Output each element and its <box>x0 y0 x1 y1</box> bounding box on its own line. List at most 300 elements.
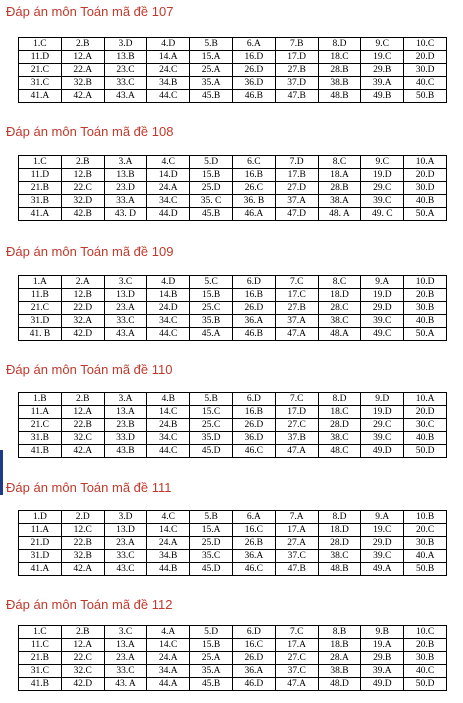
answer-row <box>19 169 447 182</box>
answer-cell: 18.A <box>318 169 361 182</box>
answer-cell: 28.A <box>318 652 361 665</box>
answer-cell: 35. C <box>190 195 233 208</box>
answer-cell: 13.B <box>104 51 147 64</box>
answer-cell: 37.C <box>275 665 318 678</box>
answer-row <box>19 652 447 665</box>
answer-cell: 50.D <box>404 445 447 458</box>
answer-cell: 19.C <box>361 524 404 537</box>
answer-cell: 17.B <box>275 169 318 182</box>
answer-cell: 18.D <box>318 289 361 302</box>
answer-cell: 1.B <box>19 393 62 406</box>
answer-cell: 6.A <box>232 511 275 524</box>
answer-cell: 34.C <box>147 195 190 208</box>
answer-cell: 41.A <box>19 208 62 221</box>
answer-cell: 43.A <box>104 328 147 341</box>
answer-cell: 40.B <box>404 432 447 445</box>
answer-cell: 3.C <box>104 276 147 289</box>
answer-cell: 16.B <box>232 406 275 419</box>
answer-cell: 16.B <box>232 289 275 302</box>
answer-row <box>19 537 447 550</box>
answer-cell: 39.A <box>361 665 404 678</box>
answer-cell: 10.C <box>404 626 447 639</box>
answer-cell: 8.C <box>318 276 361 289</box>
answer-row <box>19 511 447 524</box>
answer-cell: 34.C <box>147 432 190 445</box>
answer-cell: 27.C <box>275 419 318 432</box>
answer-cell: 32.D <box>61 195 104 208</box>
answer-cell: 32.C <box>61 432 104 445</box>
answer-cell: 48.C <box>318 445 361 458</box>
answer-cell: 20.D <box>404 169 447 182</box>
answer-cell: 39.C <box>361 432 404 445</box>
answer-cell: 1.D <box>19 511 62 524</box>
answer-cell: 20.C <box>404 524 447 537</box>
answer-cell: 1.A <box>19 276 62 289</box>
answer-cell: 36.D <box>232 432 275 445</box>
answer-cell: 47.A <box>275 678 318 691</box>
answer-cell: 3.D <box>104 38 147 51</box>
answer-cell: 31.C <box>19 665 62 678</box>
answer-cell: 25.C <box>190 302 233 315</box>
answer-cell: 37.A <box>275 315 318 328</box>
answer-cell: 37.C <box>275 550 318 563</box>
answer-cell: 28.B <box>318 182 361 195</box>
answer-cell: 41.A <box>19 90 62 103</box>
answer-cell: 17.A <box>275 639 318 652</box>
answer-cell: 14.B <box>147 289 190 302</box>
answer-cell: 19.D <box>361 169 404 182</box>
answer-cell: 22.B <box>61 537 104 550</box>
answer-cell: 3.A <box>104 156 147 169</box>
answer-cell: 16.D <box>232 51 275 64</box>
answer-cell: 46.C <box>232 563 275 576</box>
answer-cell: 3.D <box>104 511 147 524</box>
answer-table-110 <box>18 392 447 458</box>
answer-cell: 9.D <box>361 393 404 406</box>
answer-cell: 33.C <box>104 550 147 563</box>
answer-row <box>19 432 447 445</box>
answer-cell: 2.A <box>61 276 104 289</box>
answer-cell: 28.D <box>318 419 361 432</box>
answer-cell: 34.B <box>147 550 190 563</box>
answer-row <box>19 64 447 77</box>
answer-cell: 26.C <box>232 182 275 195</box>
answer-cell: 8.D <box>318 393 361 406</box>
answer-cell: 48.D <box>318 678 361 691</box>
answer-cell: 16.C <box>232 524 275 537</box>
answer-cell: 21.C <box>19 64 62 77</box>
answer-cell: 48.B <box>318 563 361 576</box>
answer-cell: 42.D <box>61 678 104 691</box>
answer-cell: 21.C <box>19 302 62 315</box>
answer-cell: 44.C <box>147 445 190 458</box>
answer-cell: 29.C <box>361 182 404 195</box>
answer-cell: 30.D <box>404 182 447 195</box>
answer-cell: 45.D <box>190 445 233 458</box>
answer-cell: 42.A <box>61 563 104 576</box>
answer-cell: 26.D <box>232 64 275 77</box>
answer-cell: 19.C <box>361 51 404 64</box>
answer-cell: 5.D <box>190 156 233 169</box>
answer-table-111 <box>18 510 447 576</box>
answer-cell: 25.C <box>190 419 233 432</box>
answer-row <box>19 182 447 195</box>
answer-cell: 37.B <box>275 432 318 445</box>
answer-cell: 10.A <box>404 393 447 406</box>
answer-cell: 24.A <box>147 652 190 665</box>
answer-cell: 34.B <box>147 77 190 90</box>
answer-cell: 8.D <box>318 38 361 51</box>
answer-cell: 13.A <box>104 406 147 419</box>
answer-cell: 16.B <box>232 169 275 182</box>
answer-cell: 35.C <box>190 550 233 563</box>
answer-cell: 1.C <box>19 38 62 51</box>
answer-cell: 29.B <box>361 652 404 665</box>
answer-cell: 36.A <box>232 550 275 563</box>
answer-cell: 7.C <box>275 626 318 639</box>
answer-cell: 32.C <box>61 665 104 678</box>
answer-cell: 14.C <box>147 524 190 537</box>
answer-cell: 30.D <box>404 64 447 77</box>
answer-cell: 10.C <box>404 38 447 51</box>
answer-cell: 19.D <box>361 289 404 302</box>
answer-cell: 37.A <box>275 195 318 208</box>
answer-cell: 42.B <box>61 208 104 221</box>
section-title-109: Đáp án môn Toán mã đề 109 <box>6 244 174 259</box>
answer-cell: 8.D <box>318 511 361 524</box>
answer-cell: 16.C <box>232 639 275 652</box>
answer-cell: 20.B <box>404 289 447 302</box>
answer-row <box>19 419 447 432</box>
answer-cell: 12.C <box>61 524 104 537</box>
answer-cell: 27.C <box>275 652 318 665</box>
answer-cell: 30.B <box>404 537 447 550</box>
answer-cell: 31.D <box>19 550 62 563</box>
answer-cell: 49.A <box>361 563 404 576</box>
answer-cell: 33.D <box>104 432 147 445</box>
answer-cell: 48.B <box>318 90 361 103</box>
answer-cell: 13.A <box>104 639 147 652</box>
answer-cell: 6.C <box>232 156 275 169</box>
answer-cell: 23.C <box>104 64 147 77</box>
section-title-112: Đáp án môn Toán mã đề 112 <box>6 597 173 612</box>
answer-cell: 46.C <box>232 445 275 458</box>
answer-cell: 2.B <box>61 38 104 51</box>
answer-cell: 32.B <box>61 550 104 563</box>
answer-cell: 45.B <box>190 678 233 691</box>
answer-cell: 8.C <box>318 156 361 169</box>
answer-cell: 4.A <box>147 626 190 639</box>
answer-cell: 36.A <box>232 665 275 678</box>
answer-cell: 30.B <box>404 302 447 315</box>
answer-cell: 41.B <box>19 445 62 458</box>
answer-cell: 32.A <box>61 315 104 328</box>
answer-cell: 12.A <box>61 51 104 64</box>
answer-cell: 23.B <box>104 419 147 432</box>
answer-cell: 2.B <box>61 626 104 639</box>
answer-cell: 39.C <box>361 195 404 208</box>
answer-cell: 17.D <box>275 51 318 64</box>
answer-cell: 19.A <box>361 639 404 652</box>
answer-cell: 10.D <box>404 276 447 289</box>
answer-cell: 38.C <box>318 315 361 328</box>
answer-cell: 20.D <box>404 406 447 419</box>
answer-cell: 21.B <box>19 182 62 195</box>
answer-cell: 14.C <box>147 639 190 652</box>
answer-cell: 7.C <box>275 276 318 289</box>
answer-cell: 15.B <box>190 639 233 652</box>
answer-cell: 15.A <box>190 51 233 64</box>
answer-cell: 47.A <box>275 328 318 341</box>
answer-cell: 12.B <box>61 169 104 182</box>
answer-cell: 7.C <box>275 393 318 406</box>
answer-row <box>19 302 447 315</box>
answer-cell: 4.C <box>147 511 190 524</box>
answer-cell: 28.B <box>318 64 361 77</box>
answer-row <box>19 445 447 458</box>
answer-cell: 43. A <box>104 678 147 691</box>
answer-cell: 12.A <box>61 406 104 419</box>
answer-cell: 49.C <box>361 328 404 341</box>
answer-cell: 17.C <box>275 289 318 302</box>
answer-cell: 15.B <box>190 289 233 302</box>
answer-cell: 39.A <box>361 77 404 90</box>
answer-row <box>19 90 447 103</box>
answer-cell: 7.B <box>275 38 318 51</box>
answer-cell: 22.B <box>61 419 104 432</box>
answer-cell: 11.A <box>19 524 62 537</box>
answer-cell: 15.C <box>190 406 233 419</box>
answer-cell: 7.A <box>275 511 318 524</box>
answer-cell: 35.A <box>190 77 233 90</box>
answer-cell: 17.A <box>275 524 318 537</box>
answer-cell: 35.B <box>190 315 233 328</box>
answer-cell: 40.B <box>404 195 447 208</box>
answer-cell: 4.C <box>147 156 190 169</box>
answer-cell: 43.A <box>104 90 147 103</box>
answer-cell: 19.D <box>361 406 404 419</box>
answer-cell: 18.C <box>318 406 361 419</box>
answer-cell: 21.C <box>19 419 62 432</box>
answer-cell: 23.D <box>104 182 147 195</box>
answer-cell: 14.C <box>147 406 190 419</box>
answer-cell: 21.B <box>19 652 62 665</box>
answer-row <box>19 77 447 90</box>
answer-cell: 20.D <box>404 51 447 64</box>
answer-row <box>19 678 447 691</box>
answer-cell: 18.C <box>318 51 361 64</box>
answer-cell: 29.C <box>361 419 404 432</box>
answer-cell: 45.A <box>190 328 233 341</box>
answer-row <box>19 563 447 576</box>
answer-cell: 50.A <box>404 328 447 341</box>
answer-cell: 46.B <box>232 90 275 103</box>
answer-cell: 6.D <box>232 393 275 406</box>
answer-cell: 31.B <box>19 195 62 208</box>
answer-cell: 47.B <box>275 563 318 576</box>
answer-table-112 <box>18 625 447 691</box>
answer-cell: 34.A <box>147 665 190 678</box>
answer-cell: 5.B <box>190 38 233 51</box>
section-title-110: Đáp án môn Toán mã đề 110 <box>6 362 173 377</box>
answer-cell: 31.C <box>19 77 62 90</box>
answer-cell: 15.A <box>190 524 233 537</box>
answer-cell: 41.A <box>19 563 62 576</box>
answer-cell: 9.C <box>361 38 404 51</box>
answer-cell: 43.B <box>104 445 147 458</box>
answer-cell: 40.B <box>404 315 447 328</box>
answer-cell: 23.A <box>104 652 147 665</box>
answer-cell: 3.C <box>104 626 147 639</box>
answer-cell: 49. C <box>361 208 404 221</box>
answer-cell: 40.C <box>404 77 447 90</box>
answer-cell: 44.C <box>147 90 190 103</box>
answer-cell: 48.A <box>318 328 361 341</box>
answer-cell: 38.B <box>318 77 361 90</box>
answer-cell: 15.B <box>190 169 233 182</box>
answer-cell: 45.B <box>190 208 233 221</box>
answer-cell: 24.A <box>147 537 190 550</box>
answer-cell: 39.C <box>361 550 404 563</box>
answer-table-109 <box>18 275 447 341</box>
answer-cell: 9.C <box>361 156 404 169</box>
answer-row <box>19 195 447 208</box>
answer-cell: 13.D <box>104 524 147 537</box>
answer-cell: 42.D <box>61 328 104 341</box>
answer-cell: 46.A <box>232 208 275 221</box>
answer-cell: 22.C <box>61 652 104 665</box>
answer-cell: 2.B <box>61 393 104 406</box>
answer-row <box>19 639 447 652</box>
answer-cell: 38.C <box>318 550 361 563</box>
answer-cell: 22.C <box>61 182 104 195</box>
answer-cell: 49.B <box>361 90 404 103</box>
answer-cell: 18.D <box>318 524 361 537</box>
answer-cell: 9.A <box>361 276 404 289</box>
answer-cell: 26.D <box>232 302 275 315</box>
answer-row <box>19 665 447 678</box>
answer-cell: 50.A <box>404 208 447 221</box>
answer-cell: 29.B <box>361 64 404 77</box>
answer-row <box>19 276 447 289</box>
answer-cell: 11.A <box>19 406 62 419</box>
answer-cell: 45.B <box>190 90 233 103</box>
answer-cell: 6.D <box>232 276 275 289</box>
answer-cell: 44.A <box>147 678 190 691</box>
answer-cell: 6.A <box>232 38 275 51</box>
answer-cell: 24.B <box>147 419 190 432</box>
answer-cell: 14.A <box>147 51 190 64</box>
answer-cell: 45.D <box>190 563 233 576</box>
answer-cell: 38.B <box>318 665 361 678</box>
answer-cell: 40.C <box>404 665 447 678</box>
answer-cell: 22.A <box>61 64 104 77</box>
answer-cell: 47.D <box>275 208 318 221</box>
answer-cell: 26.D <box>232 419 275 432</box>
answer-row <box>19 626 447 639</box>
answer-cell: 47.A <box>275 445 318 458</box>
answer-table-108 <box>18 155 447 221</box>
answer-cell: 30.C <box>404 419 447 432</box>
answer-cell: 36. B <box>232 195 275 208</box>
answer-cell: 42.A <box>61 445 104 458</box>
answer-cell: 33.A <box>104 195 147 208</box>
answer-cell: 21.D <box>19 537 62 550</box>
answer-cell: 34.C <box>147 315 190 328</box>
answer-cell: 38.C <box>318 432 361 445</box>
answer-cell: 31.B <box>19 432 62 445</box>
answer-cell: 43.C <box>104 563 147 576</box>
answer-cell: 5.D <box>190 626 233 639</box>
answer-row <box>19 393 447 406</box>
answer-cell: 30.B <box>404 652 447 665</box>
answer-cell: 24.A <box>147 182 190 195</box>
answer-cell: 5.C <box>190 276 233 289</box>
answer-cell: 29.D <box>361 537 404 550</box>
answer-cell: 29.D <box>361 302 404 315</box>
answer-row <box>19 51 447 64</box>
answer-cell: 18.B <box>318 639 361 652</box>
answer-table-107 <box>18 37 447 103</box>
answer-cell: 50.B <box>404 90 447 103</box>
answer-row <box>19 208 447 221</box>
answer-cell: 4.D <box>147 276 190 289</box>
answer-cell: 37.D <box>275 77 318 90</box>
answer-cell: 1.C <box>19 626 62 639</box>
answer-cell: 38.A <box>318 195 361 208</box>
answer-cell: 20.B <box>404 639 447 652</box>
answer-cell: 3.A <box>104 393 147 406</box>
answer-cell: 6.D <box>232 626 275 639</box>
answer-cell: 46.D <box>232 678 275 691</box>
answer-cell: 5.B <box>190 393 233 406</box>
answer-row <box>19 315 447 328</box>
answer-cell: 42.A <box>61 90 104 103</box>
answer-cell: 35.D <box>190 432 233 445</box>
answer-cell: 8.B <box>318 626 361 639</box>
answer-cell: 28.C <box>318 302 361 315</box>
section-title-111: Đáp án môn Toán mã đề 111 <box>6 480 172 495</box>
answer-cell: 36.D <box>232 77 275 90</box>
answer-row <box>19 328 447 341</box>
answer-cell: 33.C <box>104 665 147 678</box>
answer-cell: 11.C <box>19 639 62 652</box>
answer-cell: 11.D <box>19 51 62 64</box>
answer-cell: 17.D <box>275 406 318 419</box>
answer-cell: 33.C <box>104 315 147 328</box>
answer-cell: 2.D <box>61 511 104 524</box>
answer-cell: 49.D <box>361 678 404 691</box>
answer-cell: 33.C <box>104 77 147 90</box>
answer-cell: 4.D <box>147 38 190 51</box>
answer-row <box>19 289 447 302</box>
answer-cell: 27.D <box>275 182 318 195</box>
answer-row <box>19 524 447 537</box>
answer-cell: 27.A <box>275 537 318 550</box>
answer-cell: 27.B <box>275 302 318 315</box>
answer-cell: 44.D <box>147 208 190 221</box>
answer-cell: 23.A <box>104 302 147 315</box>
answer-cell: 43. D <box>104 208 147 221</box>
answer-cell: 35.A <box>190 665 233 678</box>
answer-cell: 2.B <box>61 156 104 169</box>
answer-cell: 44.B <box>147 563 190 576</box>
answer-cell: 25.A <box>190 652 233 665</box>
answer-cell: 25.D <box>190 182 233 195</box>
answer-row <box>19 550 447 563</box>
answer-cell: 27.B <box>275 64 318 77</box>
answer-cell: 49.D <box>361 445 404 458</box>
